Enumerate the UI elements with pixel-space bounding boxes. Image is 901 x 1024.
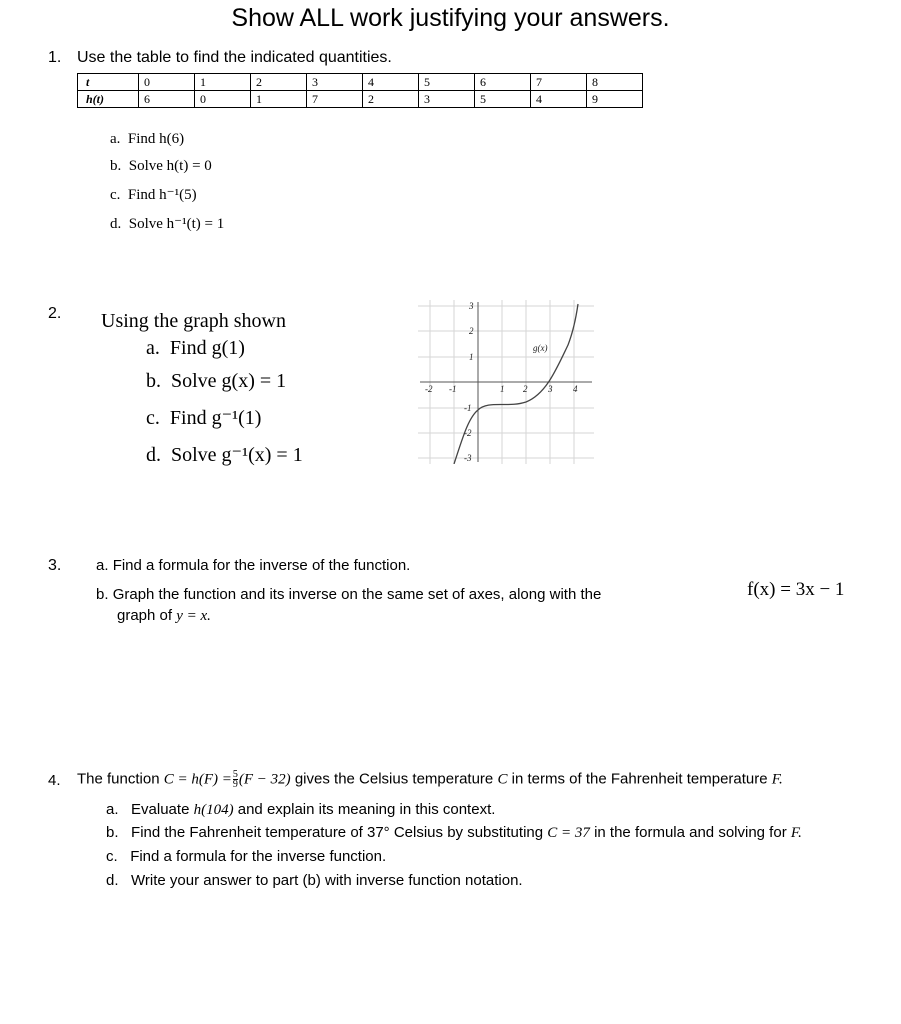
q1-part-b <box>110 158 212 175</box>
y-tick-label: -3 <box>464 453 472 463</box>
table-row-h <box>78 91 643 108</box>
graph-axes <box>420 302 592 462</box>
table-cell: 2 <box>363 91 419 108</box>
h-table <box>77 73 643 108</box>
part-label: b. <box>110 158 122 174</box>
part-text: Find the Fahrenheit temperature of 37° Celsius by substituting <box>131 824 544 841</box>
table-cell: 3 <box>307 74 363 91</box>
q2-part-c <box>146 405 261 430</box>
q3-part-b-cont <box>117 607 211 625</box>
frac-num: 5 <box>232 769 238 780</box>
part-text: Solve g(x) = 1 <box>171 370 287 392</box>
page-title: Show ALL work justifying your answers. <box>231 4 670 32</box>
q3-part-b <box>96 586 601 603</box>
q3-number: 3. <box>48 557 62 574</box>
part-text: Find h⁻¹(5) <box>127 187 197 203</box>
table-cell: 5 <box>419 74 475 91</box>
part-label: c. <box>110 187 121 203</box>
q1-part-a <box>110 131 184 148</box>
part-math: h(104) <box>193 802 234 818</box>
table-cell: 5 <box>475 91 531 108</box>
x-tick-label: -1 <box>449 384 457 394</box>
table-cell: 6 <box>475 74 531 91</box>
table-cell: 7 <box>307 91 363 108</box>
table-cell: 7 <box>531 74 587 91</box>
q2-part-b <box>146 370 286 393</box>
q4-number: 4. <box>48 772 61 789</box>
intro-math: C = h(F) = <box>163 771 232 788</box>
y-equals-x: y = x. <box>176 608 211 624</box>
table-cell: 1 <box>251 91 307 108</box>
intro-math: C <box>497 771 508 788</box>
intro-text: in terms of the Fahrenheit temperature <box>511 770 768 788</box>
q1-number: 1. <box>48 49 62 66</box>
intro-text: gives the Celsius temperature <box>294 770 494 788</box>
part-text: Write your answer to part (b) with inverse function notation. <box>131 872 523 889</box>
intro-math: F. <box>771 771 783 788</box>
q4-part-d <box>106 872 523 889</box>
part-label: d. <box>146 444 161 466</box>
y-tick-label: 1 <box>469 352 474 362</box>
q4-part-c <box>106 848 386 865</box>
intro-text: The function <box>77 770 160 788</box>
x-tick-label: -2 <box>425 384 433 394</box>
q4-intro <box>77 770 783 789</box>
x-tick-label: 1 <box>500 384 505 394</box>
part-text: Graph the function and its inverse on the same set of axes, along with the <box>112 586 602 603</box>
part-label: c. <box>146 407 160 429</box>
part-text: Find a formula for the inverse function. <box>130 848 387 865</box>
x-tick-label: 2 <box>523 384 528 394</box>
part-text: graph of <box>117 607 173 624</box>
table-header-h: h(t) <box>78 91 139 108</box>
g-curve-label: g(x) <box>533 343 548 353</box>
table-cell: 0 <box>139 74 195 91</box>
part-label: a. <box>110 131 121 147</box>
q2-part-a <box>146 337 245 360</box>
part-text: Solve g⁻¹(x) = 1 <box>171 444 303 466</box>
table-cell: 2 <box>251 74 307 91</box>
part-label: b. <box>146 370 161 392</box>
table-cell: 4 <box>531 91 587 108</box>
q1-part-d <box>110 214 224 233</box>
table-header-t: t <box>78 74 139 91</box>
part-label: b. <box>106 824 119 841</box>
part-text: and explain its meaning in this context. <box>237 801 496 818</box>
part-text: Find h(6) <box>127 131 185 147</box>
part-label: c. <box>106 848 118 865</box>
x-tick-label: 3 <box>548 384 553 394</box>
table-cell: 8 <box>587 74 643 91</box>
table-cell: 3 <box>419 91 475 108</box>
intro-math: (F − 32) <box>238 771 291 788</box>
part-text: Solve h⁻¹(t) = 1 <box>128 216 225 232</box>
q4-part-b <box>106 824 802 842</box>
part-text: Solve h(t) = 0 <box>128 158 212 174</box>
q1-part-c <box>110 185 197 204</box>
part-text: Find g(1) <box>169 337 245 359</box>
part-label: b. <box>96 586 109 603</box>
q4-part-a <box>106 801 495 819</box>
table-cell: 0 <box>195 91 251 108</box>
q2-prompt: Using the graph shown <box>101 310 286 332</box>
table-cell: 9 <box>587 91 643 108</box>
part-text: Find a formula for the inverse of the function. <box>112 557 411 574</box>
g-graph <box>418 300 594 464</box>
q2-part-d <box>146 442 303 467</box>
part-text: Evaluate <box>131 801 190 818</box>
frac-den: 9 <box>232 779 238 790</box>
q3-part-a <box>96 557 410 574</box>
table-cell: 4 <box>363 74 419 91</box>
table-row-t <box>78 74 643 91</box>
y-tick-label: -2 <box>464 428 472 438</box>
y-tick-label: -1 <box>464 403 472 413</box>
part-label: d. <box>110 216 122 232</box>
part-label: d. <box>106 872 119 889</box>
q1-prompt: Use the table to find the indicated quantities. <box>77 49 392 66</box>
part-label: a. <box>106 801 119 818</box>
part-math: C = 37 <box>547 825 590 841</box>
function-f: f(x) = 3x − 1 <box>747 579 845 600</box>
q2-number: 2. <box>48 305 62 322</box>
part-label: a. <box>96 557 109 574</box>
part-label: a. <box>146 337 160 359</box>
fraction <box>233 770 238 789</box>
part-text: Find g⁻¹(1) <box>169 407 262 429</box>
part-math: F. <box>790 825 802 841</box>
table-cell: 1 <box>195 74 251 91</box>
y-tick-label: 3 <box>469 301 474 311</box>
y-tick-label: 2 <box>469 326 474 336</box>
part-text: in the formula and solving for <box>594 824 787 841</box>
x-tick-label: 4 <box>573 384 578 394</box>
table-cell: 6 <box>139 91 195 108</box>
